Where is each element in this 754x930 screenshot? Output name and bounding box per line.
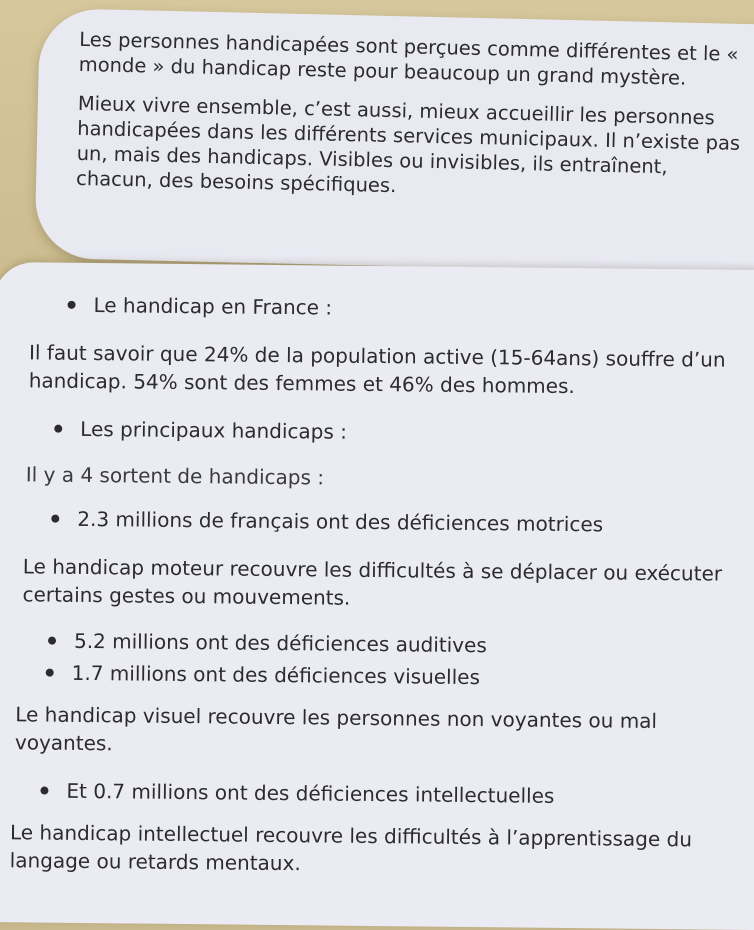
heading-principaux-handicaps-label: Les principaux handicaps :: [80, 416, 348, 444]
handicap-types-intro: Il y a 4 sortent de handicaps :: [25, 462, 325, 490]
list-item-visuelles: [46, 659, 738, 694]
top-paper-sheet: [34, 8, 754, 276]
heading-handicap-france: [67, 291, 741, 326]
handicap-intellectuel-paragraph: Le handicap intellectuel recouvre les difficultés à l’apprentissage du langage ou retards mentaux.: [9, 820, 693, 876]
handicap-moteur-paragraph: Le handicap moteur recouvre les difficultés à se déplacer ou exécuter certains gestes ou mouvements.: [22, 554, 723, 610]
heading-principaux-handicaps: [54, 415, 740, 450]
main-paper-sheet: [0, 262, 754, 930]
bullet-icon: [46, 669, 54, 677]
list-item-visuelles-label: 1.7 millions ont des déficiences visuelles: [71, 660, 481, 690]
main-text-block: [6, 290, 742, 882]
vivre-ensemble-paragraph: Mieux vivre ensemble, c’est aussi, mieux accueillir les personnes handicapées dans les différents services municipaux. Il n’existe pas un, mais des handicaps. Visibles ou invisibles, ils entraînent, chacun, des besoins spécifiques.: [75, 91, 741, 198]
handicap-visuel-paragraph: Le handicap visuel recouvre les personnes non voyantes ou mal voyantes.: [14, 702, 658, 756]
bullet-icon: [51, 515, 59, 523]
statistics-paragraph: Il faut savoir que 24% de la population active (15-64ans) souffre d’un handicap. 54% sont des femmes et 46% des hommes.: [28, 340, 726, 399]
list-item-motrices: [51, 505, 739, 540]
top-text-block: [76, 27, 745, 220]
bullet-icon: [68, 301, 76, 309]
intro-paragraph: Les personnes handicapées sont perçues comme différentes et le « monde » du handicap reste pour beaucoup un grand mystère.: [78, 27, 739, 90]
heading-handicap-france-label: Le handicap en France :: [93, 293, 333, 320]
list-item-intellectuelles: [40, 777, 736, 812]
list-item-motrices-label: 2.3 millions de français ont des déficiences motrices: [77, 506, 604, 537]
bullet-icon: [48, 637, 56, 645]
list-item-auditives-label: 5.2 millions ont des déficiences auditives: [73, 628, 487, 658]
bullet-icon: [40, 787, 48, 795]
list-item-auditives: [48, 627, 738, 662]
bullet-icon: [54, 425, 62, 433]
list-item-intellectuelles-label: Et 0.7 millions ont des déficiences intellectuelles: [66, 778, 555, 808]
